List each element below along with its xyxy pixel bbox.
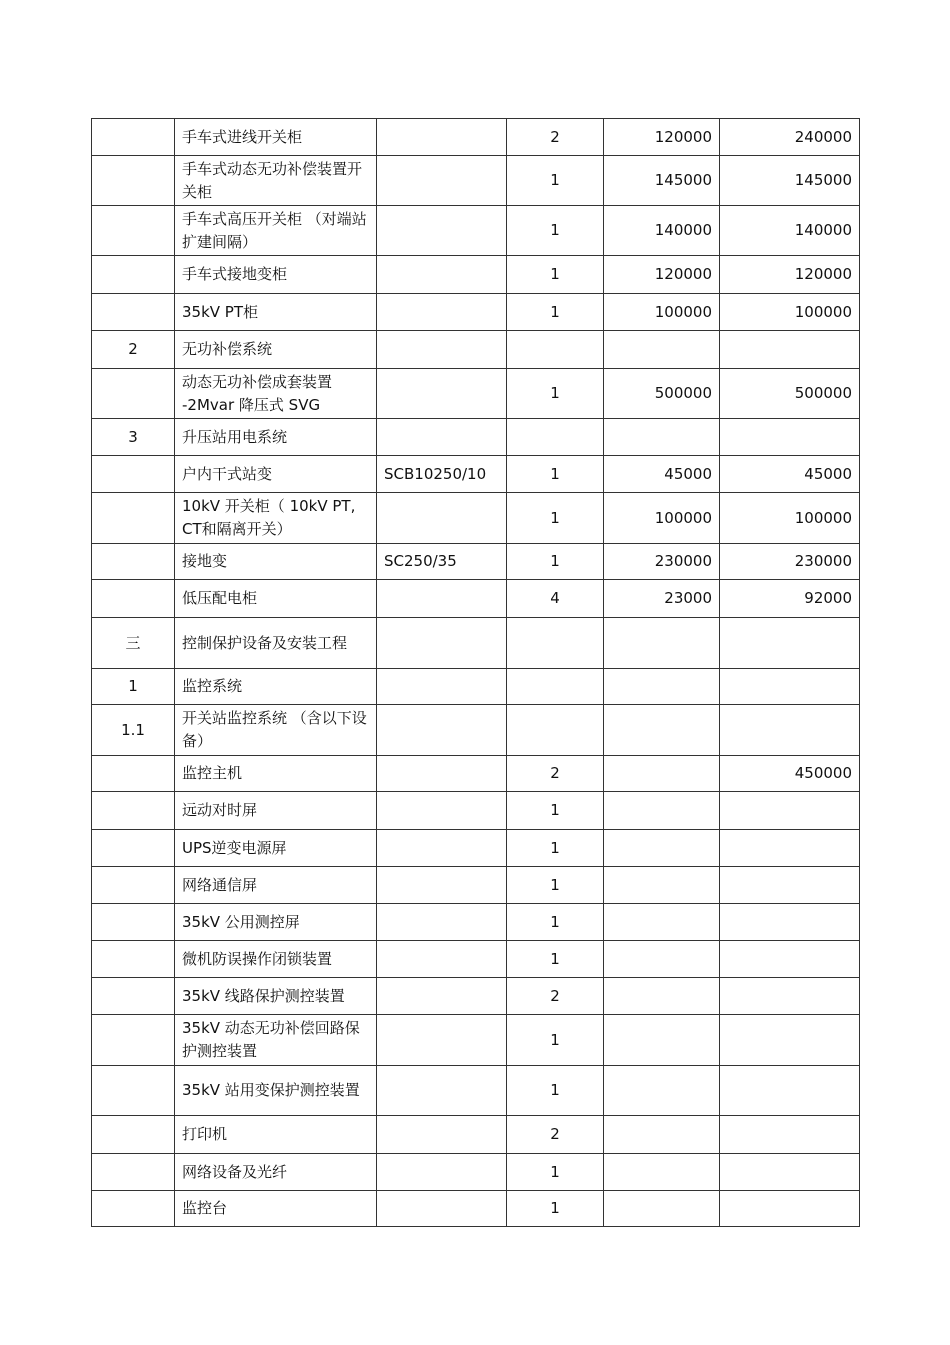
cell-model (377, 618, 507, 669)
cell-model (377, 830, 507, 867)
cell-quantity: 1 (507, 544, 604, 580)
cell-total-price: 240000 (720, 119, 860, 156)
cell-item-no (92, 369, 175, 419)
cell-item-no (92, 904, 175, 941)
cell-model (377, 493, 507, 544)
cell-quantity: 1 (507, 369, 604, 419)
table-row (92, 206, 860, 256)
cell-item-name: 手车式进线开关柜 (175, 119, 377, 156)
cell-quantity (507, 669, 604, 705)
table-row (92, 978, 860, 1015)
cell-item-no (92, 119, 175, 156)
cell-item-no (92, 456, 175, 493)
cell-item-no (92, 206, 175, 256)
cell-model (377, 669, 507, 705)
cell-item-no (92, 978, 175, 1015)
equipment-cost-table (91, 118, 860, 1227)
cell-quantity: 2 (507, 1116, 604, 1154)
cell-unit-price: 100000 (604, 493, 720, 544)
cell-model (377, 978, 507, 1015)
cell-item-no (92, 580, 175, 618)
cell-unit-price (604, 904, 720, 941)
cell-unit-price (604, 941, 720, 978)
table-row (92, 1154, 860, 1191)
cell-quantity: 1 (507, 456, 604, 493)
table-row (92, 792, 860, 830)
table-row (92, 669, 860, 705)
cell-unit-price (604, 756, 720, 792)
cell-model (377, 206, 507, 256)
cell-item-no (92, 867, 175, 904)
cell-total-price: 120000 (720, 256, 860, 294)
cell-total-price (720, 1191, 860, 1227)
cell-unit-price (604, 705, 720, 756)
cell-total-price (720, 618, 860, 669)
cell-item-name: 开关站监控系统 （含以下设备） (175, 705, 377, 756)
table-row (92, 419, 860, 456)
cell-model: SCB10250/10 (377, 456, 507, 493)
cell-quantity (507, 331, 604, 369)
cell-model (377, 331, 507, 369)
cell-total-price: 500000 (720, 369, 860, 419)
cell-item-name: 无功补偿系统 (175, 331, 377, 369)
cell-model (377, 705, 507, 756)
cell-model (377, 1116, 507, 1154)
cell-item-name: 10kV 开关柜（ 10kV PT, CT和隔离开关） (175, 493, 377, 544)
cell-quantity: 1 (507, 206, 604, 256)
cell-unit-price: 120000 (604, 256, 720, 294)
table-row (92, 756, 860, 792)
cell-item-no (92, 1191, 175, 1227)
cell-quantity: 2 (507, 978, 604, 1015)
cell-total-price (720, 419, 860, 456)
cell-item-no (92, 1116, 175, 1154)
cell-unit-price: 120000 (604, 119, 720, 156)
cell-model (377, 904, 507, 941)
cell-item-name: 打印机 (175, 1116, 377, 1154)
cell-unit-price (604, 1015, 720, 1066)
cell-item-name: 手车式高压开关柜 （对端站扩建间隔） (175, 206, 377, 256)
cell-total-price (720, 331, 860, 369)
cell-item-name: 35kV 站用变保护测控装置 (175, 1066, 377, 1116)
cell-quantity: 1 (507, 256, 604, 294)
table-body (92, 119, 860, 1227)
cell-item-name: UPS逆变电源屏 (175, 830, 377, 867)
cell-model (377, 419, 507, 456)
cell-total-price: 100000 (720, 493, 860, 544)
cell-model (377, 256, 507, 294)
cell-total-price: 145000 (720, 156, 860, 206)
cell-item-name: 低压配电柜 (175, 580, 377, 618)
cell-item-no (92, 756, 175, 792)
cell-unit-price (604, 867, 720, 904)
table-row (92, 544, 860, 580)
cell-quantity: 1 (507, 1015, 604, 1066)
cell-total-price (720, 669, 860, 705)
cell-item-no (92, 544, 175, 580)
table-row (92, 493, 860, 544)
cell-quantity: 1 (507, 1066, 604, 1116)
table-row (92, 456, 860, 493)
cell-quantity (507, 618, 604, 669)
cell-item-no: 2 (92, 331, 175, 369)
cell-item-name: 动态无功补偿成套装置 -2Mvar 降压式 SVG (175, 369, 377, 419)
cell-total-price (720, 1116, 860, 1154)
cell-quantity: 4 (507, 580, 604, 618)
table-row (92, 1015, 860, 1066)
cell-item-no (92, 493, 175, 544)
cell-unit-price (604, 618, 720, 669)
cell-unit-price: 145000 (604, 156, 720, 206)
cell-model (377, 119, 507, 156)
cell-quantity (507, 419, 604, 456)
cell-unit-price: 45000 (604, 456, 720, 493)
cell-model (377, 1015, 507, 1066)
cell-total-price (720, 978, 860, 1015)
cell-total-price: 230000 (720, 544, 860, 580)
cell-item-name: 监控系统 (175, 669, 377, 705)
table-row (92, 941, 860, 978)
cell-item-name: 35kV PT柜 (175, 294, 377, 331)
table-row (92, 867, 860, 904)
cell-item-name: 监控主机 (175, 756, 377, 792)
cell-item-name: 升压站用电系统 (175, 419, 377, 456)
table-row (92, 1066, 860, 1116)
table-row (92, 256, 860, 294)
cell-item-name: 35kV 动态无功补偿回路保护测控装置 (175, 1015, 377, 1066)
cell-unit-price: 500000 (604, 369, 720, 419)
cell-model (377, 580, 507, 618)
cell-quantity: 1 (507, 1154, 604, 1191)
cell-quantity: 2 (507, 756, 604, 792)
cell-unit-price (604, 1191, 720, 1227)
cell-item-no: 3 (92, 419, 175, 456)
cell-model (377, 156, 507, 206)
cell-model (377, 1154, 507, 1191)
cell-unit-price: 140000 (604, 206, 720, 256)
cell-quantity: 1 (507, 294, 604, 331)
cell-total-price: 140000 (720, 206, 860, 256)
cell-quantity: 1 (507, 156, 604, 206)
cell-model (377, 867, 507, 904)
cell-unit-price: 23000 (604, 580, 720, 618)
cell-unit-price (604, 669, 720, 705)
table-row (92, 156, 860, 206)
cell-unit-price (604, 1066, 720, 1116)
cell-model (377, 756, 507, 792)
cell-quantity: 1 (507, 867, 604, 904)
table-row (92, 1116, 860, 1154)
cell-item-no: 1.1 (92, 705, 175, 756)
cell-total-price (720, 1066, 860, 1116)
cell-item-no (92, 1066, 175, 1116)
cell-quantity: 1 (507, 941, 604, 978)
cell-total-price (720, 705, 860, 756)
cell-quantity: 1 (507, 830, 604, 867)
cell-quantity: 1 (507, 1191, 604, 1227)
cell-item-name: 控制保护设备及安装工程 (175, 618, 377, 669)
cell-item-name: 接地变 (175, 544, 377, 580)
cell-quantity (507, 705, 604, 756)
cell-model (377, 1066, 507, 1116)
cell-total-price: 450000 (720, 756, 860, 792)
cell-item-name: 35kV 公用测控屏 (175, 904, 377, 941)
cell-item-name: 微机防误操作闭锁装置 (175, 941, 377, 978)
cell-model (377, 369, 507, 419)
cell-item-name: 网络通信屏 (175, 867, 377, 904)
cell-total-price (720, 792, 860, 830)
table-row (92, 580, 860, 618)
cell-quantity: 1 (507, 792, 604, 830)
cell-total-price: 92000 (720, 580, 860, 618)
cell-unit-price (604, 1154, 720, 1191)
cell-item-name: 手车式接地变柜 (175, 256, 377, 294)
table-row (92, 331, 860, 369)
cell-model: SC250/35 (377, 544, 507, 580)
cell-item-no (92, 792, 175, 830)
cell-item-no (92, 256, 175, 294)
cell-total-price (720, 1015, 860, 1066)
table-row (92, 369, 860, 419)
cell-total-price: 45000 (720, 456, 860, 493)
cell-total-price (720, 867, 860, 904)
cell-unit-price (604, 419, 720, 456)
table-row (92, 618, 860, 669)
cell-item-no (92, 294, 175, 331)
cell-total-price (720, 941, 860, 978)
cell-unit-price (604, 1116, 720, 1154)
cell-quantity: 2 (507, 119, 604, 156)
cell-item-no (92, 1154, 175, 1191)
table-row (92, 1191, 860, 1227)
cell-quantity: 1 (507, 904, 604, 941)
cell-unit-price: 100000 (604, 294, 720, 331)
cell-item-no: 1 (92, 669, 175, 705)
cell-item-name: 户内干式站变 (175, 456, 377, 493)
cell-total-price (720, 1154, 860, 1191)
cell-total-price (720, 904, 860, 941)
cell-unit-price: 230000 (604, 544, 720, 580)
table-row (92, 119, 860, 156)
cell-total-price: 100000 (720, 294, 860, 331)
cell-item-no (92, 830, 175, 867)
cell-model (377, 1191, 507, 1227)
table-row (92, 904, 860, 941)
cell-item-name: 35kV 线路保护测控装置 (175, 978, 377, 1015)
cell-total-price (720, 830, 860, 867)
cell-item-name: 网络设备及光纤 (175, 1154, 377, 1191)
table-row (92, 294, 860, 331)
cell-unit-price (604, 792, 720, 830)
table-row (92, 705, 860, 756)
cell-item-no (92, 156, 175, 206)
cell-model (377, 294, 507, 331)
cell-unit-price (604, 830, 720, 867)
cell-item-no: 三 (92, 618, 175, 669)
cell-model (377, 941, 507, 978)
cell-item-no (92, 1015, 175, 1066)
cell-model (377, 792, 507, 830)
cell-item-name: 手车式动态无功补偿装置开关柜 (175, 156, 377, 206)
cell-item-no (92, 941, 175, 978)
cell-unit-price (604, 331, 720, 369)
cell-item-name: 监控台 (175, 1191, 377, 1227)
cell-unit-price (604, 978, 720, 1015)
cell-quantity: 1 (507, 493, 604, 544)
cell-item-name: 远动对时屏 (175, 792, 377, 830)
table-row (92, 830, 860, 867)
